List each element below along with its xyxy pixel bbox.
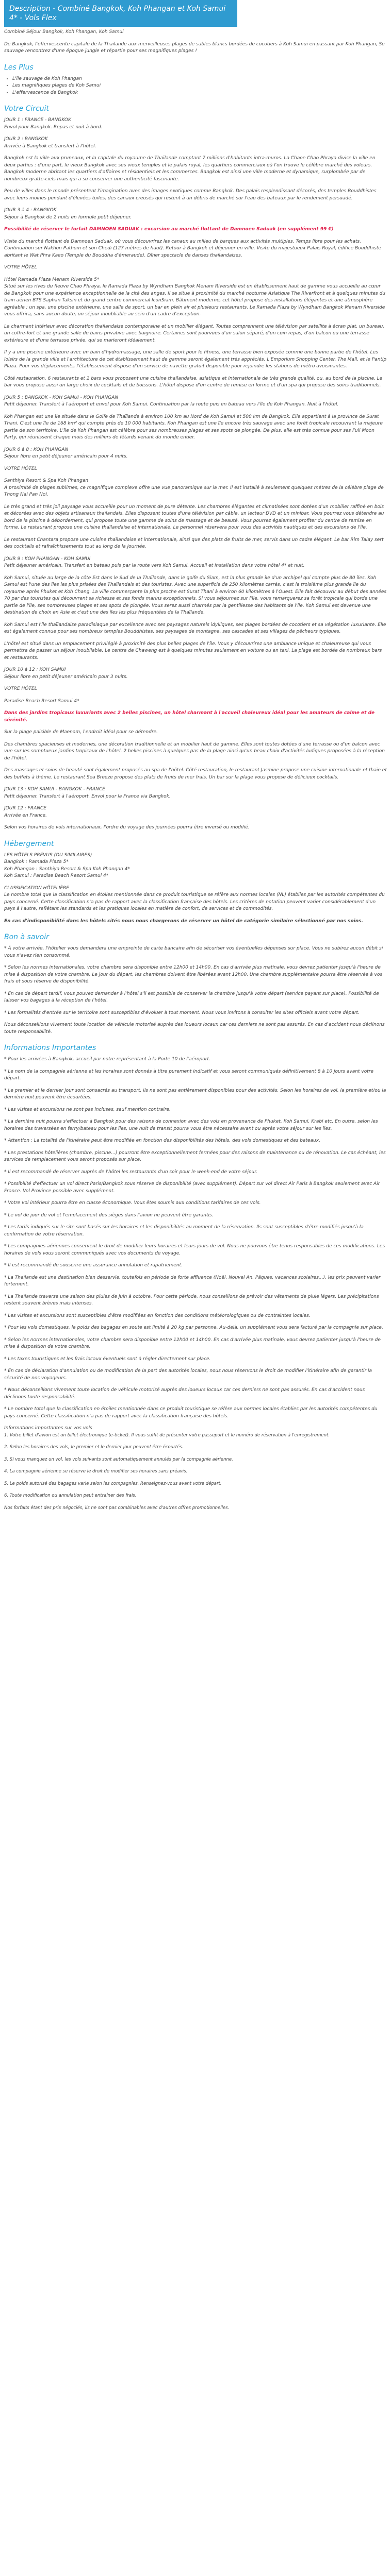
day-text: Visite du marché flottant de Damnoen Saduak, où vous découvrirez les canaux au milieu de barques aux activités multiples. Temps libre pour les achats. Continuation sur Nakhon Pathom et son Chedi (127 mètres de haut). Retour à Bangkok et déjeuner en ville. Visite du majestueux Palais Royal, édifice Bouddhiste abritant le Wat Phra Kaeo (Temple du Bouddha d'émeraude). Dîner spectacle de danses thaïlandaises. bbox=[4, 239, 381, 258]
circuit-day bbox=[4, 556, 387, 570]
intro-paragraph: De Bangkok, l'effervescente capitale de la Thaïlande aux merveilleuses plages de sables blancs bordées de cocotiers à Koh Samui en passant par Koh Phangan, Se sauvage rencontrez d'une époque jungle et répartie pour ses magnifiques plages ! bbox=[4, 41, 385, 54]
hotel-line: Koh Samui : Paradise Beach Resort Samui 4* bbox=[4, 873, 109, 878]
day-title: JOUR 6 à 8 : KOH PHANGAN bbox=[4, 447, 69, 452]
section-title-plus: Les Plus bbox=[4, 63, 34, 72]
day-title: VOTRE HÔTEL bbox=[4, 686, 37, 691]
info-paragraph: * Le premier et le dernier jour sont consacrés au transport. Ils ne sont pas entièrement disponibles pour des activités. Selon les horaires de vol, la première et/ou la dernière nuit peuvent être écourtées. bbox=[4, 1088, 386, 1100]
day-text: Le restaurant Chantara propose une cuisine thaïlandaise et internationale, ainsi que des plats de fruits de mer, servis dans un cadre élégant. Le bar Rim Talay sert des cocktails et rafraîchissements tout au long de la journée. bbox=[4, 537, 384, 549]
day-text: Koh Samui est l'île thaïlandaise paradisiaque par excellence avec ses paysages naturels idylliques, ses plages bordées de cocotiers et sa végétation luxuriante. Elle est également connue pour ses nombreux temples Bouddhistes, ses paysages de montagne, ses cascades et ses villages de pêcheurs typiques. bbox=[4, 622, 386, 634]
day-text: Selon vos horaires de vols internationaux, l'ordre du voyage des journées pourra être inversé ou modifié. bbox=[4, 825, 250, 830]
info-paragraph: * Pour les arrivées à Bangkok, accueil par notre représentant à la Porte 10 de l'aéroport. bbox=[4, 1057, 210, 1062]
bon-a-savoir-paragraph: * À votre arrivée, l'hôtelier vous demandera une empreinte de carte bancaire afin de sécuriser vos éventuelles dépenses sur place. Vous ne subirez aucun débit si vous n'avez rien consommé. bbox=[4, 946, 383, 958]
day-title: JOUR 10 à 12 : KOH SAMUI bbox=[4, 667, 66, 672]
day-text: L'hôtel est situé dans un emplacement privilégié à proximité des plus belles plages de l'île. Vous y découvrirez une ambiance unique et chaleureuse qui vous permettra de passer un séjour inoubliable. Le centre de Chaweng est à quelques minutes seulement en voiture ou en taxi. La plage est bordée de nombreux bars et restaurants. bbox=[4, 641, 382, 660]
info-paragraph: * La dernière nuit pourra s'effectuer à Bangkok pour des raisons de connexion avec des vols en provenance de Phuket, Koh Samui, Krabi etc. En outre, selon les horaires des traversées en ferry/bateau pour les îles, une nuit de transit pourra vous être nécessaire avant ou après votre séjour sur les îles. bbox=[4, 1119, 378, 1131]
day-text: Petit déjeuner. Transfert à l'aéroport et envol pour Koh Samui. Continuation par la route puis en bateau vers l'île de Koh Phangan. Nuit à l'hôtel. bbox=[4, 402, 339, 407]
plus-list bbox=[4, 76, 387, 97]
circuit-day bbox=[4, 729, 387, 736]
day-text: Côté restauration, 6 restaurants et 2 bars vous proposent une cuisine thaïlandaise, asiatique et internationale de très grande qualité, ou, au bord de la piscine. Le bar vous propose aussi un large choix de cocktails et de boissons. L'hôtel dispose d'un centre de remise en forme et d'un spa qui propose des soins traditionnels. bbox=[4, 376, 383, 388]
hotel-line: Koh Phangan : Santhiya Resort & Spa Koh Phangan 4* bbox=[4, 866, 130, 872]
info-paragraph: * Le vol de jour de vol et l'emplacement des sièges dans l'avion ne peuvent être garantis. bbox=[4, 1212, 214, 1218]
infos-notes-title: Informations importantes sur vos vols bbox=[4, 1426, 92, 1431]
day-title: Paradise Beach Resort Samui 4* bbox=[4, 698, 79, 704]
circuit-day bbox=[4, 207, 387, 221]
circuit-day bbox=[4, 466, 387, 473]
info-paragraph: * Le nombre total que la classification en étoiles mentionnée dans ce produit touristique se réfère aux normes locales établies par les autorités compétentes du pays concerné. Cette classification n'a pas de rapport avec la classification française des hôtels. bbox=[4, 1406, 378, 1419]
circuit-day bbox=[4, 136, 387, 150]
info-paragraph: * Nous déconseillons vivement toute location de véhicule motorisé auprès des loueurs locaux car ces derniers ne sont pas assurés. En cas d'accident nous déclinons toute responsabilité. bbox=[4, 1387, 365, 1400]
day-title: JOUR 5 : BANGKOK - KOH SAMUI - KOH PHANGAN bbox=[4, 395, 119, 400]
section-title-circuit: Votre Circuit bbox=[4, 105, 50, 113]
circuit-day bbox=[4, 376, 387, 389]
circuit-day bbox=[4, 324, 387, 345]
day-title: Santhiya Resort & Spa Koh Phangan bbox=[4, 478, 89, 483]
info-paragraph: * En cas de déclaration d'annulation ou de modification de la part des autorités locales, nous nous réservons le droit de modifier l'itinéraire afin de garantir la sécurité de nos voyageurs. bbox=[4, 1368, 372, 1381]
info-note: 3. Si vous manquez un vol, les vols suivants sont automatiquement annulés par la compagnie aérienne. bbox=[4, 1456, 233, 1462]
day-text: Arrivée en France. bbox=[4, 812, 47, 818]
circuit-day bbox=[4, 824, 387, 832]
info-note: 6. Toute modification ou annulation peut entraîner des frais. bbox=[4, 1493, 137, 1498]
info-paragraph: * Les prestations hôtelières (chambre, piscine...) pourront être exceptionnellement fermées pour des raisons de maintenance ou de rénovation. Le cas échéant, les services de remplacement vous seront proposés sur place. bbox=[4, 1150, 386, 1162]
page-subtitle: Combiné Séjour Bangkok, Koh Phangan, Koh Samui bbox=[4, 29, 124, 35]
bon-a-savoir-paragraph: * Les formalités d'entrée sur le territoire sont susceptibles d'évoluer à tout moment. Nous vous invitons à consulter les sites officiels avant votre départ. bbox=[4, 1010, 360, 1015]
bon-a-savoir-paragraph: * En cas de départ tardif, vous pouvez demander à l'hôtel s'il est possible de conserver la chambre jusqu'à votre départ (service payant sur place). Possibilité de laisser vos bagages à la réception de l'hôtel. bbox=[4, 991, 379, 1003]
hotel-line: LES HÔTELS PRÉVUS (OU SIMILAIRES) bbox=[4, 852, 92, 858]
day-text: Envol pour Bangkok. Repas et nuit à bord. bbox=[4, 124, 103, 130]
list-item: • L'île sauvage de Koh Phangan bbox=[12, 76, 387, 83]
list-item: • L'effervescence de Bangkok bbox=[12, 90, 387, 97]
circuit-day bbox=[4, 478, 387, 499]
section-title-infos: Informations Importantes bbox=[4, 1044, 96, 1052]
info-paragraph: * Les tarifs indiqués sur le site sont basés sur les horaires et les disponibilités au moment de la réservation. Ils sont susceptibles d'être modifiés jusqu'à la confirmation de votre réservation. bbox=[4, 1225, 364, 1237]
section-title-hebergement: Hébergement bbox=[4, 839, 54, 848]
day-title: JOUR 1 : FRANCE - BANGKOK bbox=[4, 117, 71, 123]
classification-text: Le nombre total que la classification en étoiles mentionnée dans ce produit touristique se réfère aux normes locales (NL) établies par les autorités compétentes du pays concerné. Cette classification n'a pas de rapport avec la classification française des hôtels. Les critères de notation peuvent varier considérablement d'un pays à l'autre, reflétant les standards et les pratiques locales en matière de confort, de services et de commodités. bbox=[4, 892, 385, 911]
circuit-day bbox=[4, 575, 387, 617]
circuit-day bbox=[4, 395, 387, 409]
info-note: 1. Votre billet d'avion est un billet électronique (e-ticket). Il vous suffit de présenter votre passeport et le numéro de réservation à l'enregistrement. bbox=[4, 1432, 330, 1438]
list-item: • Les magnifiques plages de Koh Samui bbox=[12, 82, 387, 90]
info-note: 5. Le poids autorisé des bagages varie selon les compagnies. Renseignez-vous avant votre départ. bbox=[4, 1481, 222, 1486]
circuit-day bbox=[4, 155, 387, 183]
info-paragraph: * Pour les vols domestiques, le poids des bagages en soute est limité à 20 kg par personne. Au-delà, un supplément vous sera facturé par la compagnie sur place. bbox=[4, 1325, 383, 1330]
circuit-day bbox=[4, 188, 387, 202]
circuit-day bbox=[4, 641, 387, 662]
day-text: Sur la plage paisible de Maenam, l'endroit idéal pour se détendre. bbox=[4, 730, 158, 735]
day-text: Il y a une piscine extérieure avec un bain d'hydromassage, une salle de sport pour le fitness, une terrasse bien exposée comme une bonne partie de l'hôtel. Les loisirs de la grande ville et l'architecture de cet établissement haut de gamme seront également très appréciés. L'Emporium Shopping Center, The Mall, et le Pantip Plaza. Pour vos déplacements, l'établissement dispose d'un service de navette gratuit disponible pour rejoindre les stations de métro avoisinantes. bbox=[4, 350, 387, 369]
day-text: À proximité de plages sublimes, ce magnifique complexe offre une vue panoramique sur la mer. Il est installé à seulement quelques mètres de la célèbre plage de Thong Nai Pan Noi. bbox=[4, 485, 384, 497]
circuit-day bbox=[4, 117, 387, 131]
info-paragraph: * Il est recommandé de réserver auprès de l'hôtel les restaurants d'un soir pour le week-end de votre séjour. bbox=[4, 1169, 257, 1175]
hotel-list bbox=[4, 852, 387, 880]
day-text: Des massages et soins de beauté sont également proposés au spa de l'hôtel. Côté restauration, le restaurant Jasmine propose une cuisine internationale et thaïe et des buffets à thème. Le restaurant Sea Breeze propose des plats de fruits de mer frais. Un bar sur la plage vous propose de délicieux cocktails. bbox=[4, 768, 387, 780]
day-text: Des chambres spacieuses et modernes, une décoration traditionnelle et un mobilier haut de gamme. Elles sont toutes dotées d'une terrasse ou d'un balcon avec vue sur les somptueux jardins tropicaux de l'hôtel. 2 belles piscines à quelques pas de la plage ainsi qu'un beau choix d'activités ludiques proposées à la réception de l'hôtel. bbox=[4, 741, 385, 761]
info-paragraph: * La Thaïlande traverse une saison des pluies de juin à octobre. Pour cette période, nous conseillons de prévoir des vêtements de pluie légers. Les précipitations restent souvent brèves mais intenses. bbox=[4, 1294, 379, 1306]
day-text: Le charmant intérieur avec décoration thaïlandaise contemporaine et un mobilier élégant. Toutes comprennent une télévision par satellite à écran plat, un bureau, un coffre-fort et une grande salle de bains privative avec baignoire. Certaines sont pourvues d'un salon séparé, d'un coin repas, d'un balcon ou une terrasse extérieure et d'une terrasse privée, qui se marieront idéalement. bbox=[4, 324, 385, 343]
info-paragraph: * Selon les normes internationales, votre chambre sera disponible entre 12h00 et 14h00. En cas d'arrivée plus matinale, vous devrez patienter jusqu'à l'heure de mise à disposition de votre chambre. bbox=[4, 1337, 381, 1349]
day-title: JOUR 9 : KOH PHANGAN - KOH SAMUI bbox=[4, 556, 91, 562]
day-text: Séjour libre en petit déjeuner américain pour 3 nuits. bbox=[4, 674, 128, 680]
info-paragraph: * Attention : La totalité de l'itinéraire peut être modifiée en fonction des disponibilités des hôtels, des vols domestiques et des bateaux. bbox=[4, 1138, 320, 1143]
info-note: Nos forfaits étant des prix négociés, ils ne sont pas combinables avec d'autres offres promotionnelles. bbox=[4, 1505, 230, 1511]
info-paragraph: * Les compagnies aériennes conservent le droit de modifier leurs horaires et leurs jours de vol. Nous ne pouvons être tenus responsables de ces modifications. Les horaires de vols vous seront communiqués avec vos documents de voyage. bbox=[4, 1244, 385, 1256]
circuit-day bbox=[4, 686, 387, 693]
day-title: VOTRE HÔTEL bbox=[4, 466, 37, 471]
info-paragraph: * La Thaïlande est une destination bien desservie, toutefois en période de forte affluence (Noël, Nouvel An, Pâques, vacances scolaires...), les prix peuvent varier fortement. bbox=[4, 1275, 381, 1287]
circuit-day bbox=[4, 447, 387, 461]
bon-a-savoir-paragraph: Nous déconseillons vivement toute location de véhicule motorisé auprès des loueurs locaux car ces derniers ne sont pas assurés. En cas d'accident nous déclinons toute responsabilité. bbox=[4, 1022, 385, 1035]
info-paragraph: * Votre vol intérieur pourra être en classe économique. Vous êtes soumis aux conditions tarifaires de ces vols. bbox=[4, 1200, 261, 1206]
info-paragraph: * Les taxes touristiques et les frais locaux éventuels sont à régler directement sur place. bbox=[4, 1356, 211, 1362]
circuit-day bbox=[4, 805, 387, 819]
circuit-day bbox=[4, 264, 387, 272]
circuit-day bbox=[4, 349, 387, 370]
classification-note: En cas d'indisponibilité dans les hôtels cités nous nous chargerons de réserver un hôtel de catégorie similaire sélectionné par nos soins. bbox=[4, 918, 363, 924]
day-text: Bangkok est la ville aux pruneaux, et la capitale du royaume de Thaïlande comptant 7 millions d'habitants intra-muros. La Chaoe Chao Phraya divise la ville en deux parties : d'une part, le vieux Bangkok avec ses vieux temples et le palais royal, les quartiers commerciaux où l'on trouve le célèbre marché des voleurs. Bangkok moderne abritant les quartiers d'affaires et résidentiels et les commerces. Bangkok est ainsi une ville moderne et dynamique, surplombée par de nombreux gratte-ciels mais qui a su conserver une authenticité fascinante. bbox=[4, 156, 376, 182]
info-paragraph: * Le nom de la compagnie aérienne et les horaires sont donnés à titre purement indicatif et vous seront communiqués définitivement 8 à 10 jours avant votre départ. bbox=[4, 1069, 374, 1081]
day-title: JOUR 12 : FRANCE bbox=[4, 806, 46, 811]
infos-notes bbox=[4, 1432, 387, 1512]
circuit-day bbox=[4, 226, 387, 233]
day-text: Situé sur les rives du fleuve Chao Phraya, le Ramada Plaza by Wyndham Bangkok Menam Riverside est un établissement haut de gamme vous accueille au cœur de Bangkok pour une expérience exceptionnelle de la cité des anges. Il se situe à proximité du marché nocturne Asiatique The Riverfront et à quelques minutes du train aérien BTS Saphan Taksin et du grand centre commercial IconSiam. Bâtiment moderne, cet hôtel propose des installations élégantes et une atmosphère agréable : un spa, une piscine extérieure, une salle de sport, un bar en plein air et plusieurs restaurants. Le Ramada Plaza by Wyndham Bangkok Menam Riverside vous offrira, sans aucun doute, un séjour inoubliable au sein d'un cadre d'exception. bbox=[4, 284, 385, 317]
hotel-line: Bangkok : Ramada Plaza 5* bbox=[4, 859, 69, 865]
circuit-day bbox=[4, 622, 387, 636]
day-text: Arrivée à Bangkok et transfert à l'hôtel. bbox=[4, 143, 96, 149]
circuit-days bbox=[4, 117, 387, 832]
day-text: Possibilité de réserver le forfait DAMNOEN SADUAK : excursion au marché flottant de Damnoen Saduak (en supplément 99 €) bbox=[4, 227, 334, 232]
circuit-day bbox=[4, 504, 387, 532]
info-paragraph: * Possibilité d'effectuer un vol direct Paris/Bangkok sous réserve de disponibilité (avec supplément). Départ sur vol direct Air Paris à Bangkok seulement avec Air France. Vol Province possible avec supplément. bbox=[4, 1181, 380, 1194]
page-title: Description - Combiné Bangkok, Koh Phangan et Koh Samui 4* - Vols Flex bbox=[4, 0, 237, 27]
section-title-bon-a-savoir: Bon à savoir bbox=[4, 933, 49, 941]
circuit-day bbox=[4, 710, 387, 724]
infos-list bbox=[4, 1056, 387, 1420]
day-text: Séjour à Bangkok de 2 nuits en formule petit déjeuner. bbox=[4, 214, 132, 220]
day-title: VOTRE HÔTEL bbox=[4, 265, 37, 270]
classification-title: CLASSIFICATION HÔTELIÈRE bbox=[4, 885, 69, 891]
day-title: JOUR 3 à 4 : BANGKOK bbox=[4, 208, 57, 213]
circuit-day bbox=[4, 786, 387, 800]
circuit-day bbox=[4, 741, 387, 762]
info-note: 4. La compagnie aérienne se réserve le droit de modifier ses horaires sans préavis. bbox=[4, 1469, 188, 1474]
day-text: Dans des jardins tropicaux luxuriants avec 2 belles piscines, un hôtel charmant à l'accueil chaleureux idéal pour les amateurs de calme et de sérénité. bbox=[4, 710, 375, 723]
day-title: JOUR 13 : KOH SAMUI - BANGKOK - FRANCE bbox=[4, 787, 105, 792]
day-title: JOUR 2 : BANGKOK bbox=[4, 137, 48, 142]
info-paragraph: * Il est recommandé de souscrire une assurance annulation et rapatriement. bbox=[4, 1263, 183, 1268]
day-text: Petit déjeuner américain. Transfert en bateau puis par la route vers Koh Samui. Accueil et installation dans votre hôtel 4* et nuit. bbox=[4, 563, 305, 568]
bon-a-savoir-paragraph: * Selon les normes internationales, votre chambre sera disponible entre 12h00 et 14h00. En cas d'arrivée plus matinale, vous devrez patienter jusqu'à l'heure de mise à disposition de votre chambre. Le jour du départ, les chambres doivent être libérées avant 12h00. Une chambre supplémentaire pourra être réservée à vos frais et sous réserve de disponibilité. bbox=[4, 965, 383, 984]
circuit-day bbox=[4, 537, 387, 551]
circuit-day bbox=[4, 414, 387, 442]
bon-a-savoir-list bbox=[4, 945, 387, 1036]
circuit-day bbox=[4, 277, 387, 318]
day-text: Petit déjeuner. Transfert à l'aéroport. Envol pour la France via Bangkok. bbox=[4, 793, 171, 799]
circuit-day bbox=[4, 667, 387, 681]
day-text: Le très grand et très joli paysage vous accueille pour un moment de pure détente. Les chambres élégantes et climatisées sont dotées d'un mobilier raffiné en bois et décorées avec des objets artisanaux thaïlandais. Elles disposent toutes d'une télévision par câble, un lecteur DVD et un minibar. Vous pourrez vous détendre au bord de la piscine à débordement, qui propose toute une gamme de soins de massage et de beauté. Vous pourrez également profiter du centre de remise en forme. Le restaurant propose une cuisine thaïlandaise et internationale. Le personnel réservera pour vous des activités nautiques et des excursions de l'île. bbox=[4, 504, 384, 530]
info-paragraph: * Les visites et excursions ne sont pas incluses, sauf mention contraire. bbox=[4, 1107, 171, 1112]
info-paragraph: * Les visites et excursions sont susceptibles d'être modifiées en fonction des conditions météorologiques ou de contraintes locales. bbox=[4, 1313, 311, 1318]
info-note: 2. Selon les horaires des vols, le premier et le dernier jour peuvent être écourtés. bbox=[4, 1445, 184, 1450]
day-text: Koh Samui, située au large de la côte Est dans le Sud de la Thaïlande, dans le golfe du Siam, est la plus grande île d'un archipel qui compte plus de 80 îles. Koh Samui est l'une des îles les plus prisées des Thaïlandais et des touristes. Avec une superficie de 250 kilomètres carrés, c'est la troisième plus grande île du royaume après Phuket et Koh Chang. La ville commerçante la plus proche est Surat Thani à environ 60 kilomètres à l'Ouest. Elle fait découvrir au début des années 70 par des touristes qui découvrent sa richesse et ses fonds marins exceptionnels. Si vous séjournez sur l'île, vous remarquerez sa forêt tropicale qui borde une partie de l'île, ses nombreuses plages et ses spots de plongée. Vous serez aussi charmés par la gentillesse des habitants de l'île. Koh Samui est devenue une destination de choix en Asie et c'est une des îles les plus fréquentées de la Thaïlande. bbox=[4, 575, 387, 615]
circuit-day bbox=[4, 698, 387, 705]
day-text: Peu de villes dans le monde présentent l'imagination avec des images exotiques comme Bangkok. Des palais resplendissant décorés, des temples Bouddhistes avec leurs moines pendant d'élevées tuiles, des canaux creusés qui restent à un débris de marché sur l'eau des bateaux par le rendement persuadé. bbox=[4, 189, 377, 201]
circuit-day bbox=[4, 767, 387, 781]
day-text: Séjour libre en petit déjeuner américain pour 4 nuits. bbox=[4, 454, 128, 459]
day-title: Hôtel Ramada Plaza Menam Riverside 5* bbox=[4, 277, 100, 282]
circuit-day bbox=[4, 239, 387, 260]
day-text: Koh Phangan est une île située dans le Golfe de Thaïlande à environ 100 km au Nord de Koh Samui et 500 km de Bangkok. Elle appartient à la province de Surat Thani. C'est une île de 168 km² qui compte près de 10 000 habitants. Koh Phangan est une île encore très sauvage avec une forêt tropicale recouvrant la majeure partie de son territoire. L'île de Koh Phangan est célèbre pour ses nombreuses plages et ses spots de plongée. De plus, elle est très connue pour ses Full Moon Party, qui réunissent chaque mois des milliers de fêtards venant du monde entier. bbox=[4, 414, 383, 440]
